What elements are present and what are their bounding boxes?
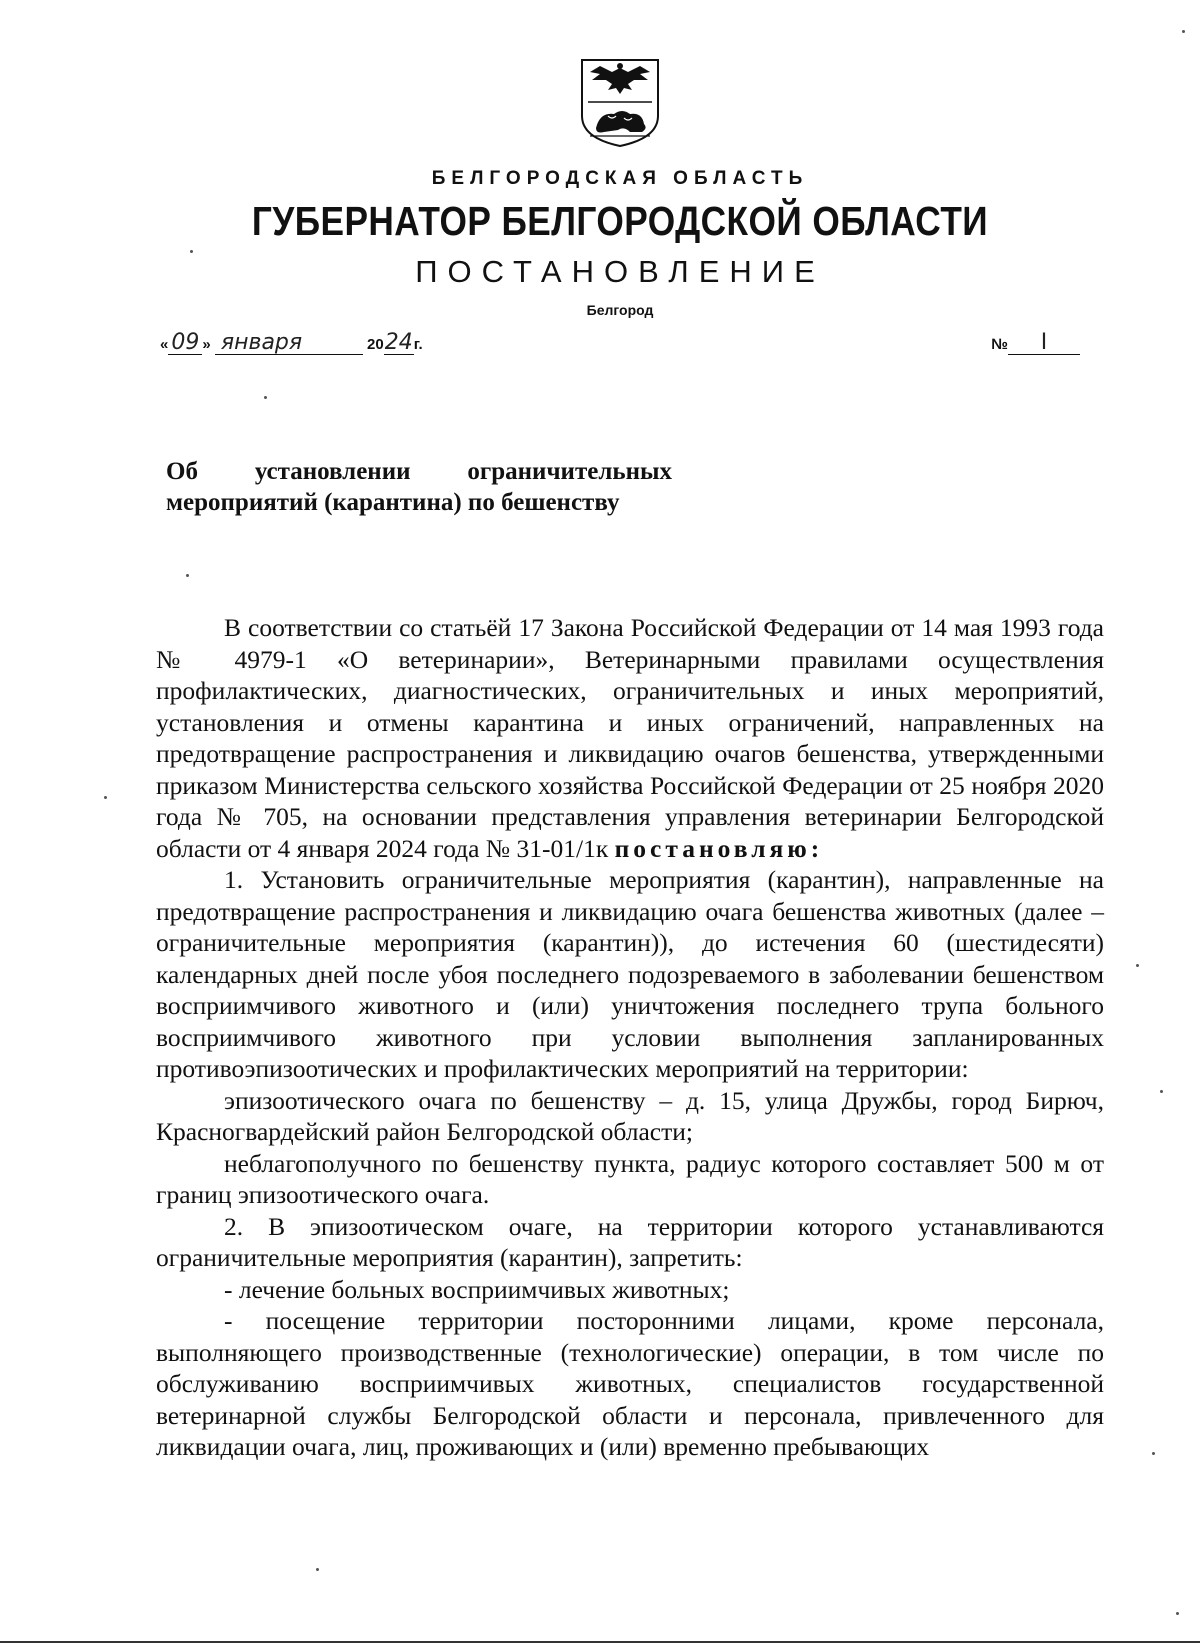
title-word: установлении bbox=[254, 458, 411, 485]
coat-of-arms-emblem bbox=[578, 58, 662, 148]
date-year-prefix: 20 bbox=[367, 336, 384, 353]
clause-1-item-focus: эпизоотического очага по бешенству – д. 15, улица Дружбы, город Бирюч, Красногвардейский район Белгородской области; bbox=[156, 1085, 1104, 1146]
scan-speck bbox=[190, 250, 193, 253]
decree-word: постановляю: bbox=[614, 833, 824, 863]
scan-speck bbox=[1160, 1090, 1163, 1093]
title-line-2: мероприятий (карантина) по бешенству bbox=[166, 489, 620, 516]
clause-2-paragraph: 2. В эпизоотическом очаге, на территории которого устанавливаются ограничительные мероприятия (карантин), запретить: bbox=[156, 1211, 1104, 1272]
scan-speck bbox=[1182, 30, 1185, 33]
date-year-mark: г. bbox=[413, 336, 423, 353]
date-close-quote: » bbox=[202, 336, 211, 353]
scan-speck bbox=[1136, 964, 1139, 967]
title-word: ограничительных bbox=[467, 458, 672, 485]
scan-speck bbox=[264, 396, 267, 399]
dateline bbox=[160, 332, 1080, 362]
region-heading: БЕЛГОРОДСКАЯ ОБЛАСТЬ bbox=[431, 168, 809, 189]
scan-speck bbox=[1152, 1452, 1155, 1455]
city-label: Белгород bbox=[586, 302, 654, 318]
date-month: января bbox=[215, 332, 363, 355]
scan-speck bbox=[186, 574, 189, 577]
date-year-suffix: 24 bbox=[384, 330, 413, 355]
document-type-heading: ПОСТАНОВЛЕНИЕ bbox=[415, 254, 825, 289]
clause-1-paragraph: 1. Установить ограничительные мероприятия (карантин), направленные на предотвращение распространения и ликвидацию очага бешенства животных (далее – ограничительные мероприятия (карантин)), до истечения 60 (шестидесяти) календарных дней после убоя последнего подозреваемого в заболевании бешенством восприимчивого животного и (или) уничтожения последнего трупа больного восприимчивого животного при условии выполнения запланированных противоэпизоотических и профилактических мероприятий на территории: bbox=[156, 865, 1104, 1083]
scan-speck bbox=[104, 796, 107, 799]
document-title bbox=[166, 456, 672, 518]
preamble-paragraph bbox=[156, 612, 1104, 864]
number-value: I bbox=[1008, 332, 1080, 355]
title-word: Об bbox=[166, 458, 198, 485]
date-day: 09 bbox=[168, 332, 202, 355]
clause-1-item-area: неблагополучного по бешенству пункта, радиус которого составляет 500 м от границ эпизоотического очага. bbox=[156, 1148, 1104, 1209]
preamble-text: В соответствии со статьёй 17 Закона Российской Федерации от 14 мая 1993 года № 4979-1 «О ветеринарии», Ветеринарными правилами осуществления профилактических, диагностических, ограничительных и иных мероприятий, установления и отмены карантина и иных ограничений, направленных на предотвращение распространения и ликвидацию очагов бешенства, утвержденными приказом Министерства сельского хозяйства Российской Федерации от 25 ноября 2020 года № 705, на основании представления управления ветеринарии Белгородской области от 4 января 2024 года № 31-01/1к bbox=[156, 613, 1104, 863]
document-body bbox=[156, 612, 1104, 1463]
scan-speck bbox=[316, 1568, 319, 1571]
date-open-quote: « bbox=[160, 336, 169, 353]
title-line-1 bbox=[166, 456, 672, 487]
document-number bbox=[991, 332, 1080, 355]
clause-2-item-treatment: - лечение больных восприимчивых животных; bbox=[224, 1274, 730, 1304]
number-label: № bbox=[991, 336, 1008, 353]
scan-edge-line bbox=[0, 1641, 1200, 1643]
clause-2-item-visits: - посещение территории посторонними лицами, кроме персонала, выполняющего производственные (технологические) операции, в том числе по обслуживанию восприимчивых животных, специалистов государственной ветеринарной службы Белгородской области и персонала, привлеченного для ликвидации очага, лиц, проживающих и (или) временно пребывающих bbox=[156, 1306, 1104, 1461]
authority-heading: ГУБЕРНАТОР БЕЛГОРОДСКОЙ ОБЛАСТИ bbox=[251, 198, 989, 244]
scan-speck bbox=[1176, 1612, 1179, 1615]
